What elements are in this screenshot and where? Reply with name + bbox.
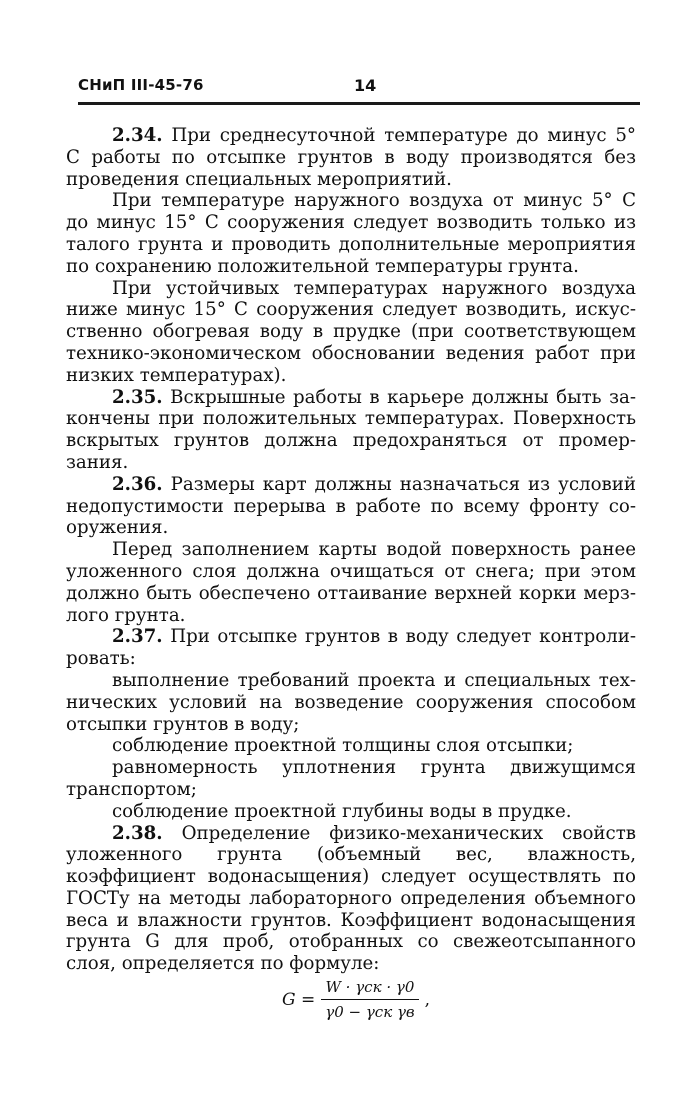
paragraph (66, 278, 636, 387)
paragraph-text: равномерность уплотнения грунта движущимся транспортом; (66, 757, 636, 800)
paragraph-text: соблюдение проектной глубины воды в прудке. (112, 800, 572, 822)
paragraph (66, 823, 636, 976)
formula-numerator: W · γск · γ0 (325, 978, 415, 996)
body-text (66, 125, 636, 975)
page-number: 14 (354, 76, 377, 95)
paragraph-text: При температуре наружного воздуха от минус 5° С до минус 15° С сооружения следует возводить только из талого грунта и проводить дополнительные мероприятия по сохранению положительной температуры грунта. (66, 190, 636, 277)
paragraph-text: Определение физико-механических свойств уложенного грунта (объемный вес, влажность, коэффициент водонасыщения) следует осуществлять по ГОСТу на методы лабораторного определения объемного веса и влажности грунтов. Коэффициент водонасыщения грунта G для проб, отобранных со свежеотсыпанного слоя, определяется по формуле: (66, 822, 636, 975)
paragraph-text: При устойчивых температурах наружного воздуха ниже минус 15° С сооружения следует возводить, искусственно обогревая воду в прудке (при соответствующем технико-экономическом обосновании ведения работ при низких температурах). (66, 277, 636, 386)
section-number: 2.38. (112, 822, 163, 844)
paragraph (66, 670, 636, 735)
page-header (78, 76, 638, 104)
paragraph-text: соблюдение проектной толщины слоя отсыпки; (112, 735, 574, 757)
paragraph-text: Размеры карт должны назначаться из условий недопустимости перерыва в работе по всему фронту сооружения. (66, 473, 636, 539)
paragraph-text: Вскрышные работы в карьере должны быть закончены при положительных температурах. Поверхность вскрытых грунтов должна предохраняться от промерзания. (66, 386, 636, 473)
formula-lhs: G = (282, 989, 316, 1010)
paragraph (66, 387, 636, 474)
section-number: 2.34. (112, 125, 163, 146)
paragraph (66, 626, 636, 670)
section-number: 2.37. (112, 626, 163, 648)
paragraph (66, 757, 636, 801)
document-code: СНиП III-45-76 (78, 76, 204, 94)
paragraph-text: При среднесуточной температуре до минус 5° С работы по отсыпке грунтов в воду производятся без проведения специальных мероприятий. (66, 125, 636, 190)
saturation-formula (282, 978, 430, 1021)
paragraph (66, 190, 636, 277)
formula-fraction (321, 978, 418, 1021)
paragraph (66, 474, 636, 539)
paragraph (66, 735, 636, 757)
paragraph-text: Перед заполнением карты водой поверхность ранее уложенного слоя должна очищаться от снега; при этом должно быть обеспечено оттаивание верхней корки мерзлого грунта. (66, 539, 636, 626)
formula-denominator: γ0 − γск γв (321, 999, 418, 1021)
section-number: 2.36. (112, 473, 163, 495)
paragraph-text: выполнение требований проекта и специальных технических условий на возведение сооружения способом отсыпки грунтов в воду; (66, 669, 636, 735)
paragraph (66, 801, 636, 823)
paragraph (66, 125, 636, 190)
paragraph-text: При отсыпке грунтов в воду следует контролировать: (66, 626, 636, 670)
paragraph (66, 539, 636, 626)
section-number: 2.35. (112, 386, 163, 408)
header-rule (78, 102, 640, 105)
formula-comma: , (424, 989, 431, 1010)
